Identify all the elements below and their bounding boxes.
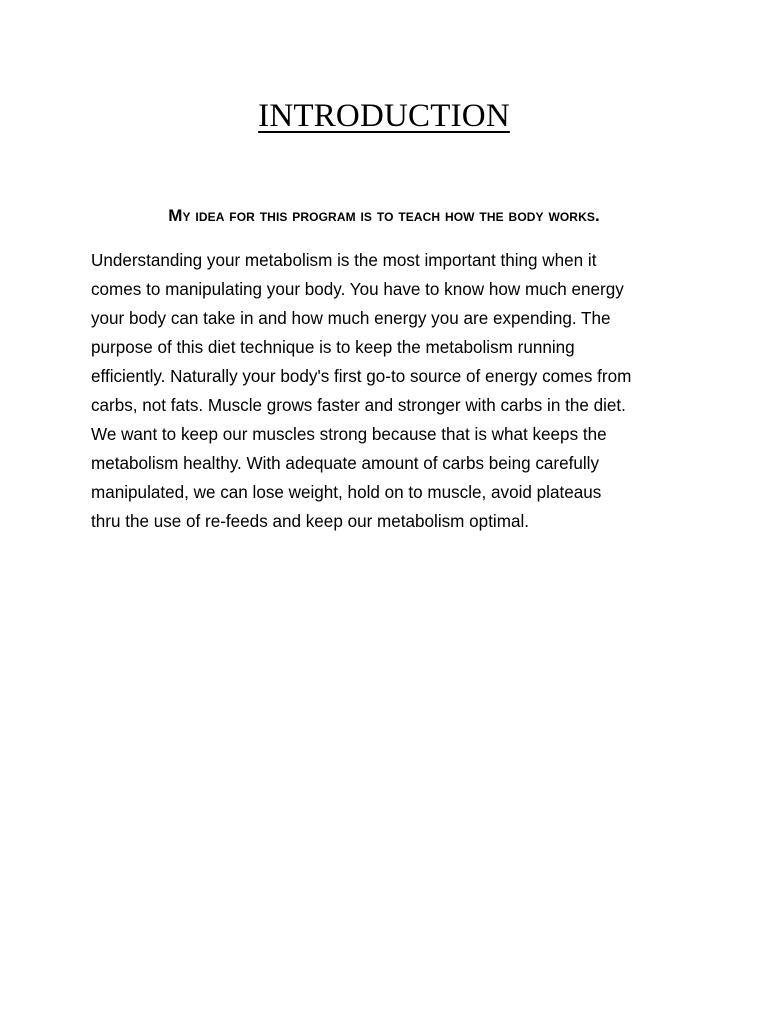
paragraph-line: comes to manipulating your body. You have to know how much energy [91, 280, 624, 299]
paragraph-line: carbs, not fats. Muscle grows faster and stronger with carbs in the diet. [91, 396, 626, 415]
page-title: INTRODUCTION [258, 98, 510, 134]
page-subtitle: My idea for this program is to teach how the body works. [168, 206, 600, 225]
paragraph-line: purpose of this diet technique is to keep the metabolism running [91, 338, 575, 357]
paragraph-line: We want to keep our muscles strong because that is what keeps the [91, 425, 607, 444]
paragraph-line: manipulated, we can lose weight, hold on to muscle, avoid plateaus [91, 483, 602, 502]
paragraph-line: metabolism healthy. With adequate amount of carbs being carefully [91, 454, 600, 473]
body-paragraph [91, 246, 691, 536]
paragraph-line: thru the use of re-feeds and keep our metabolism optimal. [91, 512, 530, 531]
paragraph-line: Understanding your metabolism is the most important thing when it [91, 251, 597, 270]
paragraph-line: efficiently. Naturally your body's first go-to source of energy comes from [91, 367, 632, 386]
paragraph-line: your body can take in and how much energy you are expending. The [91, 309, 611, 328]
